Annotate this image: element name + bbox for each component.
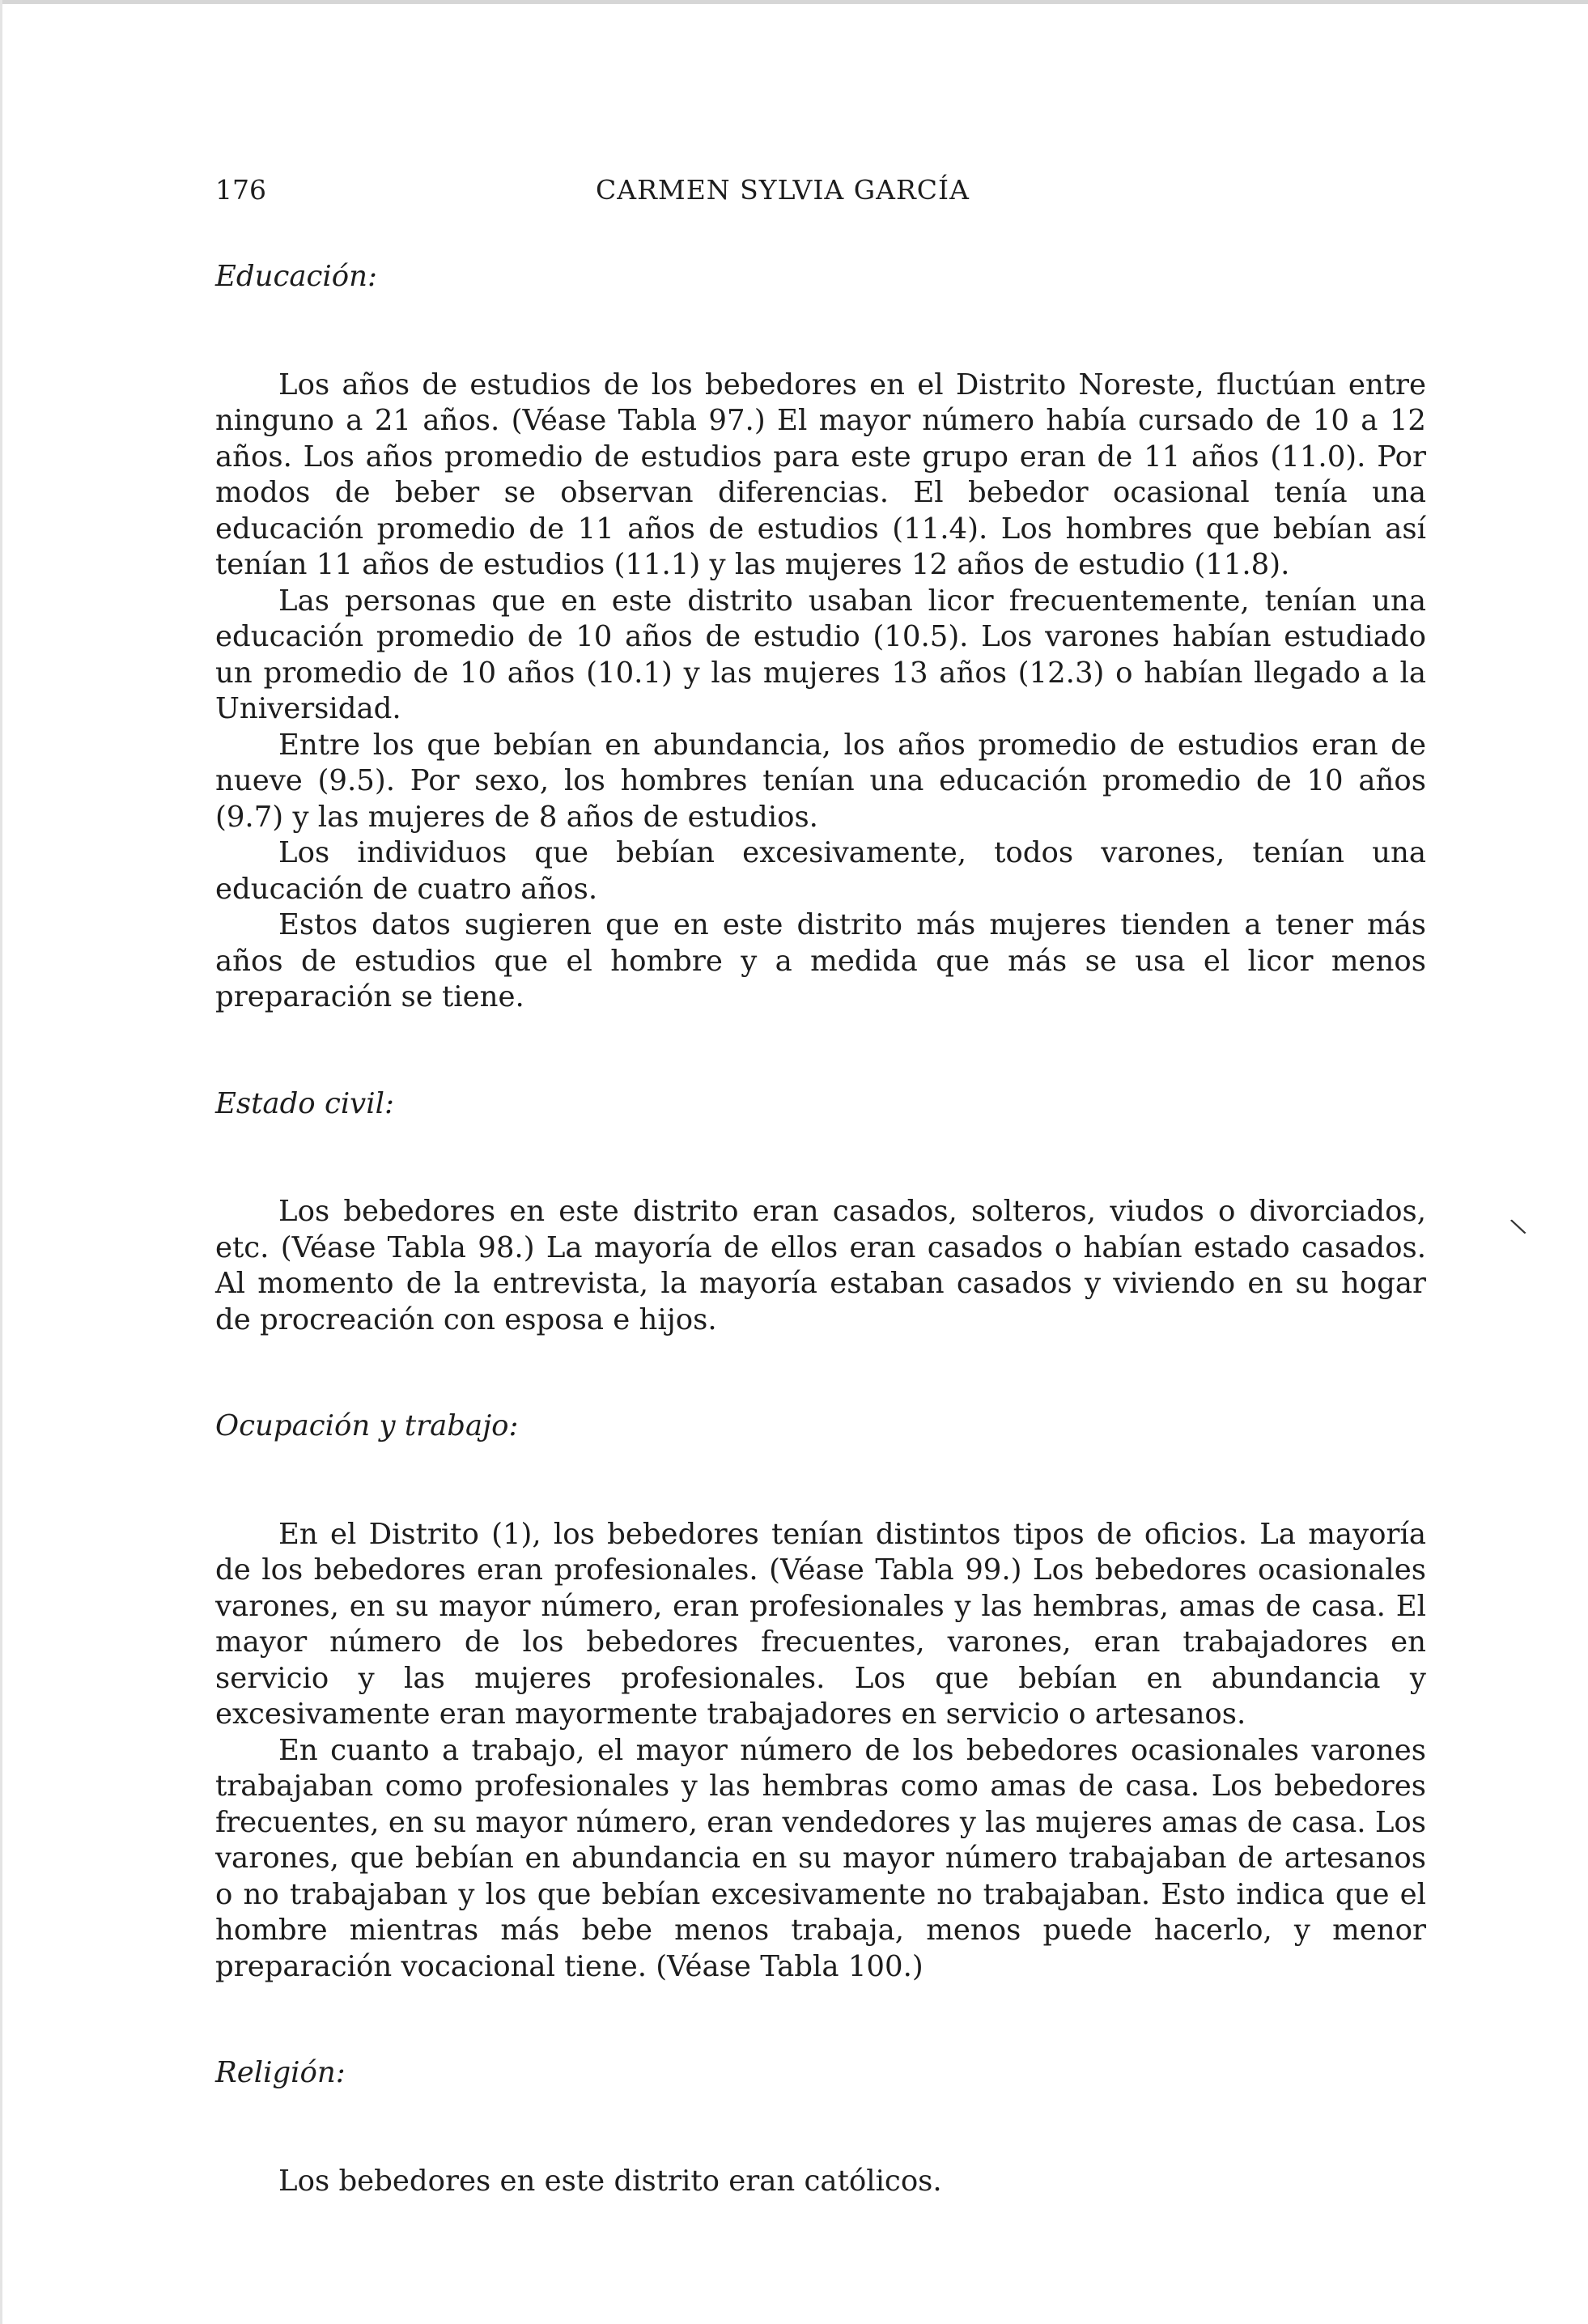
left-edge-rule — [0, 0, 2, 2324]
section-body — [215, 1517, 1426, 1986]
section-educacion — [215, 259, 1426, 1016]
paragraph: En cuanto a trabajo, el mayor número de los bebedores ocasionales varones trabajaban como profesionales y las hembras como amas de casa. Los bebedores frecuentes, en su mayor número, eran vendedores y las mujeres amas de casa. Los varones, que bebían en abundancia en su mayor número trabajaban de artesanos o no trabajaban y los que bebían excesivamente no trabajaban. Esto indica que el hombre mientras más bebe menos trabaja, menos puede hacerlo, y menor preparación vocacional tiene. (Véase Tabla 100.) — [215, 1733, 1426, 1983]
section-heading: Educación: — [215, 260, 377, 293]
paragraph: Los bebedores en este distrito eran católicos. — [278, 2164, 942, 2198]
paragraph: Los bebedores en este distrito eran casados, solteros, viudos o divorciados, etc. (Véase Tabla 98.) La mayoría de ellos eran casados o habían estado casados. Al momento de la entrevista, la mayoría estaban casados y viviendo en su hogar de procreación con esposa e hijos. — [215, 1195, 1426, 1336]
paragraph: Los individuos que bebían excesivamente, todos varones, tenían una educación de cuatro años. — [215, 836, 1426, 906]
section-body — [215, 2164, 1426, 2200]
section-ocupacion-y-trabajo — [215, 1408, 1426, 1985]
body-text — [215, 259, 1426, 2199]
section-religion — [215, 2055, 1426, 2199]
paragraph: Estos datos sugieren que en este distrito más mujeres tienden a tener más años de estudios que el hombre y a medida que más se usa el licor menos preparación se tiene. — [215, 908, 1426, 1013]
section-body — [215, 368, 1426, 1016]
section-heading: Estado civil: — [215, 1086, 394, 1120]
page-header — [215, 172, 1429, 208]
section-heading: Religión: — [215, 2056, 346, 2089]
stray-ink-mark: ∖ — [1504, 1212, 1531, 1243]
top-edge-rule — [0, 0, 1588, 4]
section-estado-civil — [215, 1086, 1426, 1339]
paragraph: Los años de estudios de los bebedores en el Distrito Noreste, fluctúan entre ninguno a 21 años. (Véase Tabla 97.) El mayor número había cursado de 10 a 12 años. Los años promedio de estudios para este grupo eran de 11 años (11.0). Por modos de beber se observan diferencias. El bebedor ocasional tenía una educación promedio de 11 años de estudios (11.4). Los hombres que bebían así tenían 11 años de estudios (11.1) y las mujeres 12 años de estudio (11.8). — [215, 368, 1426, 581]
paragraph: En el Distrito (1), los bebedores tenían distintos tipos de oficios. La mayoría de los bebedores eran profesionales. (Véase Tabla 99.) Los bebedores ocasionales varones, en su mayor número, eran profesionales y las hembras, amas de casa. El mayor número de los bebedores frecuentes, varones, eran trabajadores en servicio y las mujeres profesionales. Los que bebían en abundancia y excesivamente eran mayormente trabajadores en servicio o artesanos. — [215, 1517, 1426, 1731]
page-number: 176 — [215, 174, 266, 206]
section-heading: Ocupación y trabajo: — [215, 1409, 519, 1442]
section-body — [215, 1194, 1426, 1338]
paragraph: Entre los que bebían en abundancia, los años promedio de estudios eran de nueve (9.5). Por sexo, los hombres tenían una educación promedio de 10 años (9.7) y las mujeres de 8 años de estudios. — [215, 728, 1426, 834]
paragraph: Las personas que en este distrito usaban licor frecuentemente, tenían una educación promedio de 10 años de estudio (10.5). Los varones habían estudiado un promedio de 10 años (10.1) y las mujeres 13 años (12.3) o habían llegado a la Universidad. — [215, 584, 1426, 725]
running-head: CARMEN SYLVIA GARCÍA — [596, 174, 970, 206]
